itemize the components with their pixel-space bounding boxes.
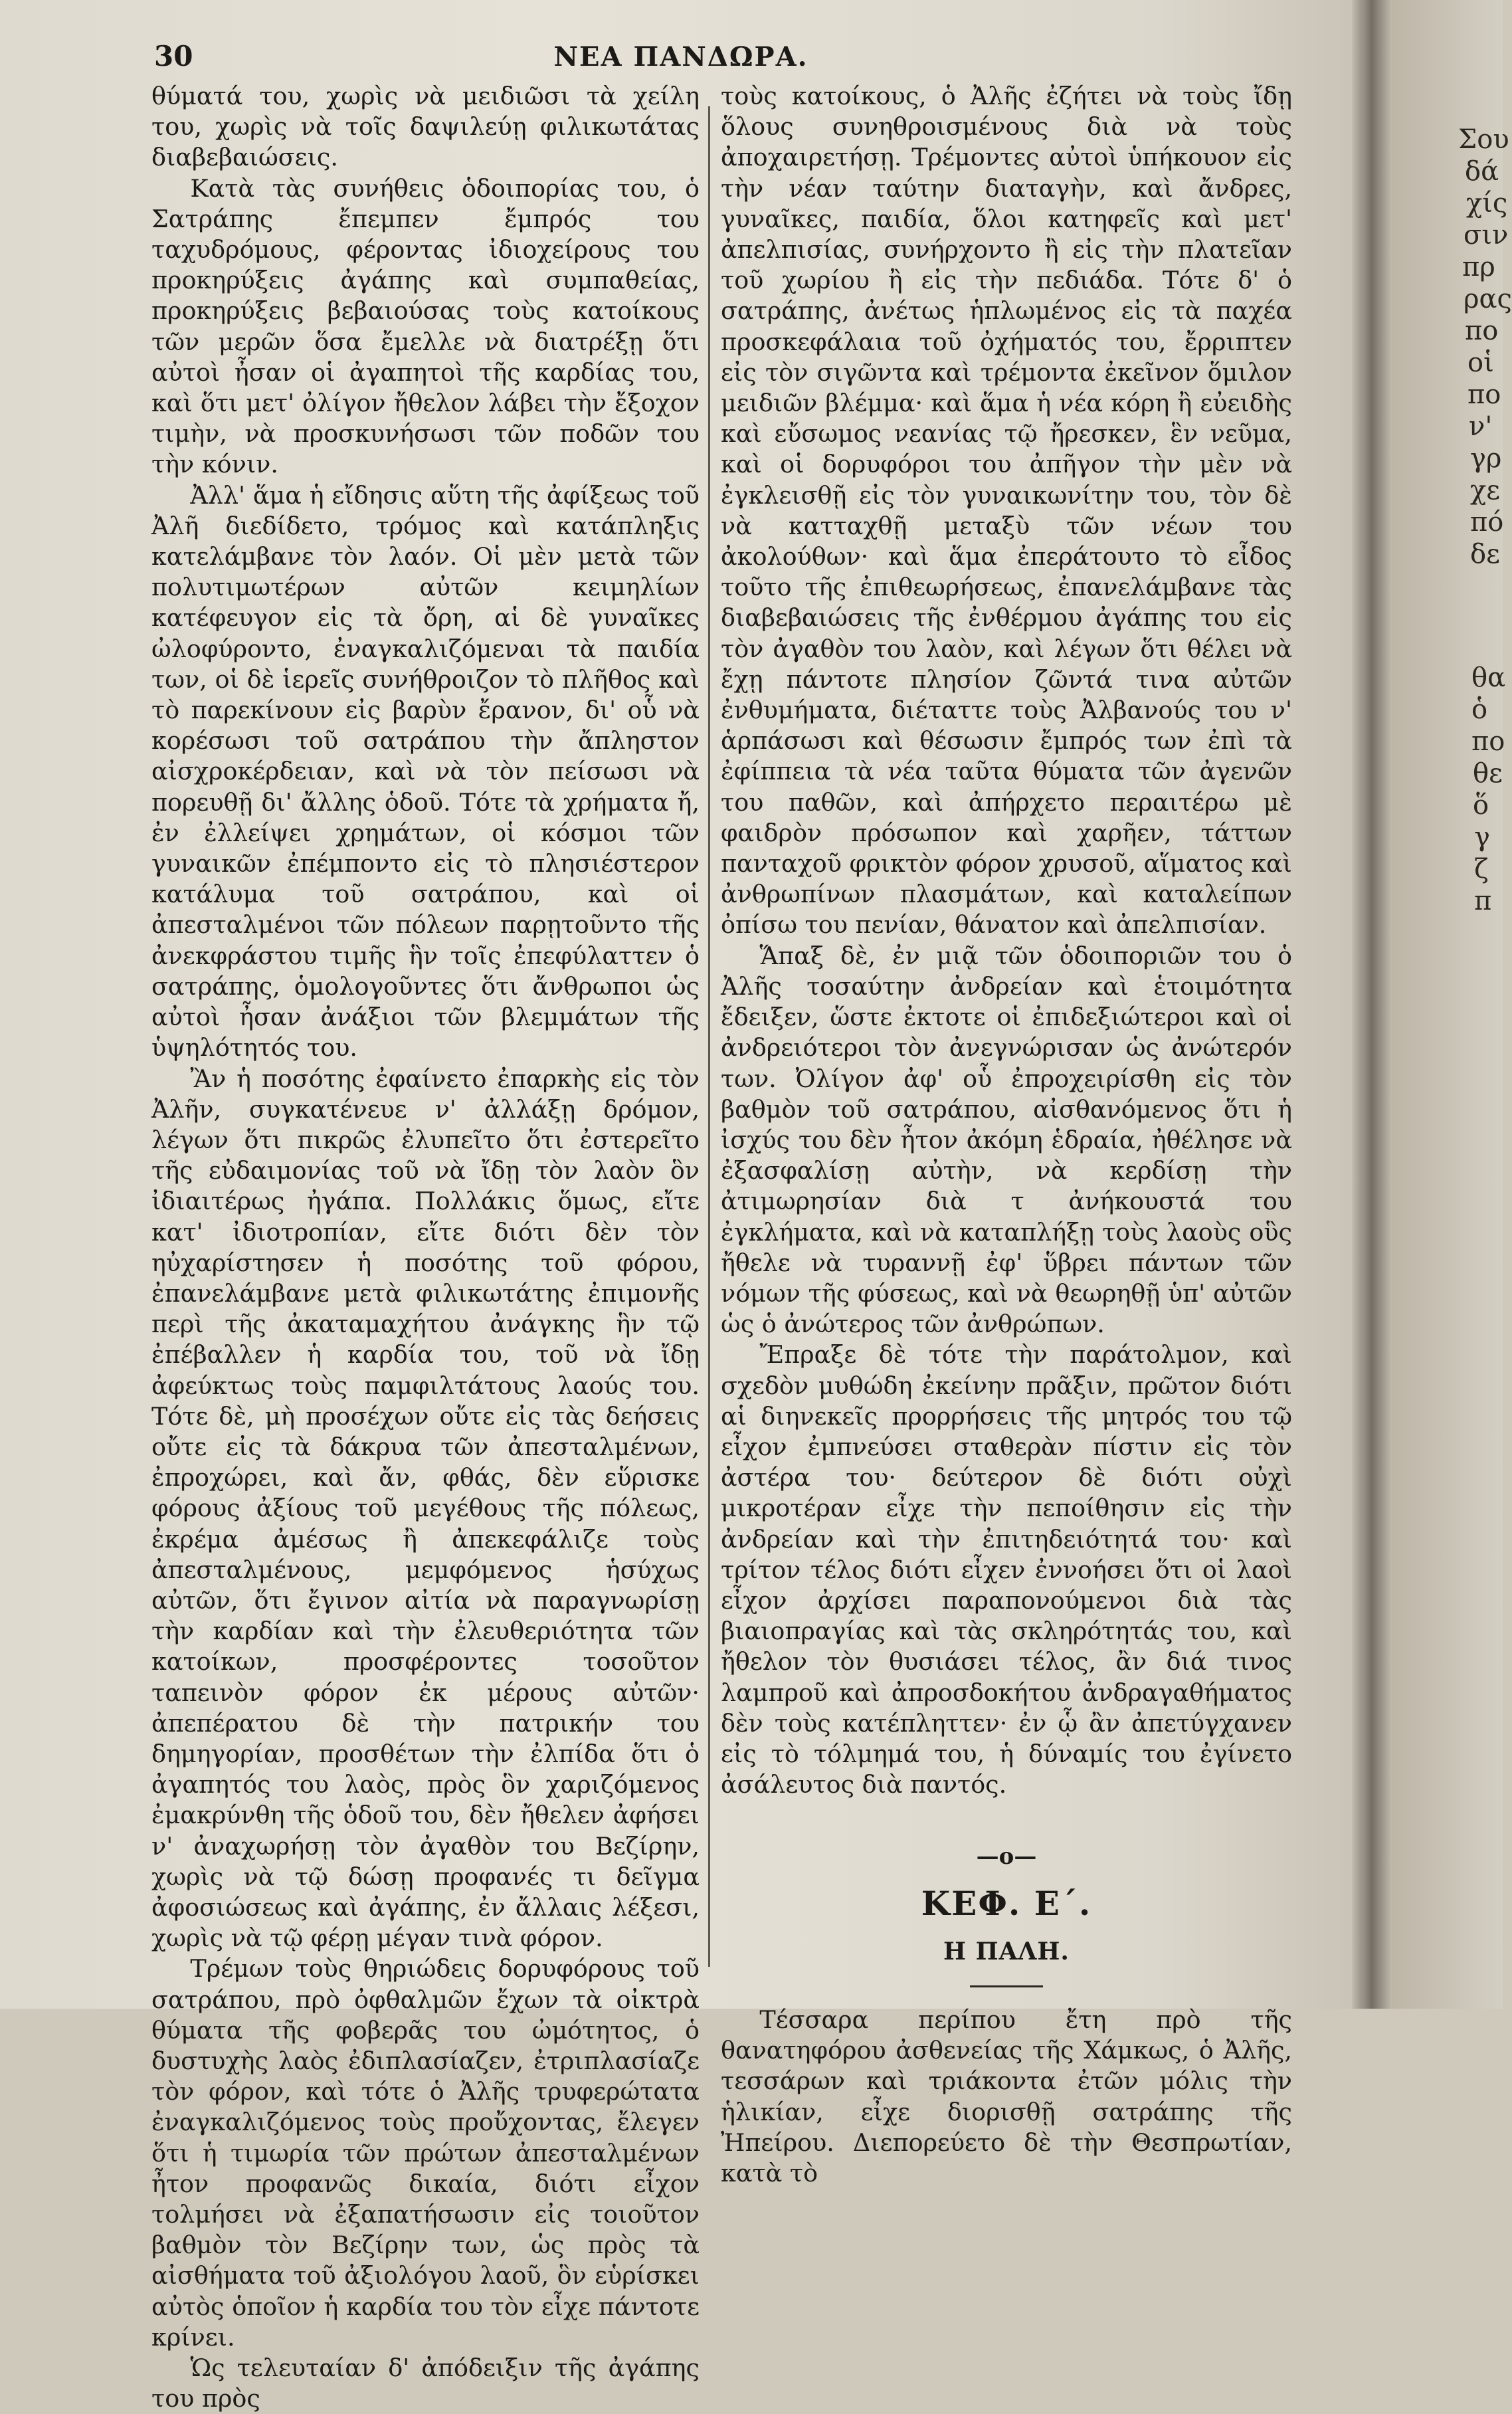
paragraph: Ἔπραξε δὲ τότε τὴν παράτολμον, καὶ σχεδὸν μυθώδη ἐκείνην πρᾶξιν, πρῶτον διότι αἱ διηνεκεῖς προρρήσεις τῆς μητρός του τῷ εἶχον ἐμπνεύσει σταθερὰν πίστιν εἰς τὸν ἀστέρα του· δεύτερον δὲ διότι οὐχὶ μικροτέραν εἶχε τὴν πεποίθησιν εἰς τὴν ἀνδρείαν καὶ τὴν ἐπιτηδειότητά του· καὶ τρίτον τέλος διότι εἶχεν ἐννοήσει ὅτι οἱ λαοὶ εἶχον ἀρχίσει παραπονούμενοι διὰ τὰς βιαιοπραγίας καὶ τὰς σκληρότητάς του, καὶ ἤθελον τὸν θυσιάσει τέλος, ἂν διά τινος λαμπροῦ καὶ ἀπροσδοκήτου ἀνδραγαθήματος δὲν τοὺς κατέπληττεν· ἐν ᾧ ἂν ἀπετύγχανεν εἰς τὸ τόλμημά του, ἡ δύναμίς του ἐγίνετο ἀσάλευτος διὰ παντός.: [721, 1340, 1292, 1799]
adjacent-text-fragment: χε: [1470, 475, 1500, 506]
adjacent-page-edge: [1392, 0, 1512, 2009]
adjacent-text-fragment: ὁ: [1471, 694, 1488, 725]
adjacent-text-fragment: σιν: [1464, 220, 1509, 251]
adjacent-text-fragment: γρ: [1470, 443, 1502, 474]
chapter-title: ΚΕΦ. Ε΄.: [921, 1883, 1092, 1923]
section-ornament: —o—: [976, 1843, 1037, 1870]
adjacent-text-fragment: ν': [1469, 411, 1493, 442]
adjacent-text-fragment: οἱ: [1467, 348, 1494, 378]
paragraph: τοὺς κατοίκους, ὁ Ἀλῆς ἐζήτει νὰ τοὺς ἴδῃ ὅλους συνηθροισμένους διὰ νὰ τοὺς ἀποχαιρετήσῃ. Τρέμοντες αὐτοὶ ὑπήκουον εἰς τὴν νέαν ταύτην διαταγὴν, καὶ ἄνδρες, γυναῖκες, παιδία, ὅλοι κατηφεῖς καὶ μετ' ἀπελπισίας, συνήρχοντο ἢ εἰς τὴν πλατεῖαν τοῦ χωρίου ἢ εἰς τὴν πεδιάδα. Τότε δ' ὁ σατράπης, ἀνέτως ἡπλωμένος εἰς τὰ παχέα προσκεφάλαια τοῦ ὀχήματός του, ἔρριπτεν εἰς τὸν σιγῶντα καὶ τρέμοντα ἐκεῖνον ὅμιλον μειδιῶν βλέμμα· καὶ ἅμα ἡ νέα κόρη ἢ εὐειδὴς καὶ εὔσωμος νεανίας τῷ ἤρεσκεν, ἓν νεῦμα, καὶ οἱ δορυφόροι του ἀπῆγον τὴν μὲν νὰ ἐγκλεισθῇ εἰς τὸν γυναικωνίτην του, τὸν δὲ νὰ κατταχθῇ μεταξὺ τῶν νέων του ἀκολούθων· καὶ ἅμα ἐπεράτουτο τὸ εἶδος τοῦτο τῆς ἐπιθεωρήσεως, ἐπανελάμβανε τὰς διαβεβαιώσεις τῆς ἐνθέρμου ἀγάπης του εἰς τὸν ἀγαθὸν του λαὸν, καὶ λέγων ὅτι θέλει νὰ ἔχῃ πάντοτε πλησίον ζῶντά τινα αὐτῶν ἐνθυμήματα, διέταττε τοὺς Ἀλβανούς του ν' ἁρπάσωσι καὶ θέσωσιν ἔμπρός των ἐπὶ τὰ ἐφίππεια τὰ νέα ταῦτα θύματα τῶν ἀγενῶν του παθῶν, καὶ ἀπήρχετο περαιτέρω μὲ φαιδρὸν πρόσωπον καὶ χαρῆεν, τάττων πανταχοῦ φρικτὸν φόρον χρυσοῦ, αἵματος καὶ ἀνθρωπίνων πλασμάτων, καὶ καταλείπων ὀπίσω του πενίαν, θάνατον καὶ ἀπελπισίαν.: [721, 82, 1292, 940]
right-column: [721, 81, 1292, 2189]
paragraph: Ἀλλ' ἅμα ἡ εἴδησις αὕτη τῆς ἀφίξεως τοῦ Ἀλῆ διεδίδετο, τρόμος καὶ κατάπληξις κατελάμβανε τὸν λαόν. Οἱ μὲν μετὰ τῶν πολυτιμωτέρων αὐτῶν κειμηλίων κατέφευγον εἰς τὰ ὄρη, αἱ δὲ γυναῖκες ὠλοφύροντο, ἐναγκαλιζόμεναι τὰ παιδία των, οἱ δὲ ἱερεῖς συνήθροιζον τὸ πλῆθος καὶ τὸ παρεκίνουν εἰς βαρὺν ἔρανον, δι' οὗ νὰ κορέσωσι τοῦ σατράπου τὴν ἄπληστον αἰσχροκέρδειαν, καὶ νὰ τὸν πείσωσι νὰ πορευθῇ δι' ἄλλης ὁδοῦ. Τότε τὰ χρήματα ἤ, ἐν ἐλλείψει χρημάτων, οἱ κόσμοι τῶν γυναικῶν ἐπέμποντο εἰς τὸ πλησιέστερον κατάλυμα τοῦ σατράπου, καὶ οἱ ἀπεσταλμένοι τῶν πόλεων παρῃτοῦντο τῆς ἀνεκφράστου τιμῆς ἣν τοῖς ἐπεφύλαττεν ὁ σατράπης, ὁμολογοῦντες ὅτι ἄνθρωποι ὡς αὐτοὶ ἦσαν ἀνάξιοι τῶν βλεμμάτων τῆς ὑψηλότητός του.: [151, 480, 700, 1062]
left-column: [151, 81, 700, 2414]
paragraph: Ἅπαξ δὲ, ἐν μιᾷ τῶν ὁδοιποριῶν του ὁ Ἀλῆς τοσαύτην ἀνδρείαν καὶ ἑτοιμότητα ἔδειξεν, ὥστε ἐκτοτε οἱ ἐπιδεξιώτεροι καὶ οἱ ἀνδρειότεροι τὸν ἀνεγνώρισαν ὡς ἀνώτερόν των. Ὀλίγον ἀφ' οὗ ἐπροχειρίσθη εἰς τὸν βαθμὸν τοῦ σατράπου, αἰσθανόμενος ὅτι ἡ ἰσχύς του δὲν ἦτον ἀκόμη ἑδραία, ἠθέλησε νὰ ἐξασφαλίσῃ αὐτὴν, νὰ κερδίσῃ τὴν ἀτιμωρησίαν διὰ τ ἀνήκουστά του ἐγκλήματα, καὶ νὰ καταπλήξῃ τοὺς λαοὺς οὓς ἤθελε νὰ τυραννῇ ἐφ' ὕβρει πάντων τῶν νόμων τῆς φύσεως, καὶ νὰ θεωρηθῇ ὑπ' αὐτῶν ὡς ὁ ἀνώτερος τῶν ἀνθρώπων.: [721, 941, 1292, 1339]
adjacent-text-fragment: δά: [1465, 156, 1499, 187]
running-title: ΝΕΑ ΠΑΝΔΩΡΑ.: [553, 41, 808, 72]
adjacent-text-fragment: Σου: [1458, 124, 1509, 155]
adjacent-text-fragment: χίς: [1466, 188, 1508, 219]
adjacent-text-fragment: δε: [1470, 539, 1500, 569]
chapter-subtitle: Η ΠΑΛΗ.: [943, 1937, 1070, 1965]
page-fold-shadow: [1352, 0, 1392, 2009]
paragraph: θύματά του, χωρὶς νὰ μειδιῶσι τὰ χείλη του, χωρὶς νὰ τοῖς δαψιλεύῃ φιλικωτάτας διαβεβαιώσεις.: [151, 82, 700, 172]
adjacent-text-fragment: πο: [1467, 379, 1501, 410]
adjacent-text-fragment: π: [1474, 886, 1492, 916]
adjacent-text-fragment: ζ: [1474, 854, 1489, 884]
page-number: 30: [154, 40, 193, 72]
adjacent-text-fragment: γ: [1474, 822, 1490, 853]
paragraph: Ὡς τελευταίαν δ' ἀπόδειξιν τῆς ἀγάπης του πρὸς: [151, 2354, 700, 2413]
adjacent-text-fragment: πό: [1470, 507, 1504, 538]
adjacent-text-fragment: θε: [1473, 758, 1503, 789]
paragraph: Κατὰ τὰς συνήθεις ὁδοιπορίας του, ὁ Σατράπης ἔπεμπεν ἔμπρός του ταχυδρόμους, φέροντας ἰδιοχείρους του προκηρύξεις ἀγάπης καὶ συμπαθείας, προκηρύξεις βεβαιούσας τοὺς κατοίκους τῶν μερῶν ὅσα ἔμελλε νὰ διατρέξῃ ὅτι αὐτοὶ ἦσαν οἱ ἀγαπητοὶ τῆς καρδίας του, καὶ ὅτι μετ' ὀλίγον ἤθελον λάβει τὴν ἔξοχον τιμὴν, νὰ προσκυνήσωσι τῶν ποδῶν του τὴν κόνιν.: [151, 173, 700, 479]
chapter-paragraph: Τέσσαρα περίπου ἔτη πρὸ τῆς θανατηφόρου ἀσθενείας τῆς Χάμκως, ὁ Ἀλῆς, τεσσάρων καὶ τριάκοντα ἐτῶν μόλις τὴν ἡλικίαν, εἶχε διορισθῇ σατράπης τῆς Ἠπείρου. Διεπορεύετο δὲ τὴν Θεσπρωτίαν, κατὰ τὸ: [721, 2005, 1292, 2187]
adjacent-text-fragment: πρ: [1462, 252, 1495, 282]
adjacent-text-fragment: ρας: [1464, 284, 1512, 314]
adjacent-text-fragment: πο: [1471, 726, 1505, 757]
adjacent-text-fragment: πο: [1465, 316, 1499, 346]
divider-rule: [970, 1985, 1043, 1987]
column-divider: [708, 106, 710, 1967]
page-header: [0, 40, 1362, 80]
adjacent-text-fragment: θα: [1471, 662, 1506, 693]
adjacent-text-fragment: ὅ: [1473, 790, 1489, 821]
paragraph: Ἂν ἡ ποσότης ἐφαίνετο ἐπαρκὴς εἰς τὸν Ἀλῆν, συγκατένευε ν' ἀλλάξῃ δρόμον, λέγων ὅτι πικρῶς ἐλυπεῖτο ὅτι ἐστερεῖτο τῆς εὐδαιμονίας τοῦ νὰ ἴδῃ τὸν λαὸν ὃν ἰδιαιτέρως ἠγάπα. Πολλάκις ὅμως, εἴτε κατ' ἰδιοτροπίαν, εἴτε διότι δὲν τὸν ηὐχαρίστησεν ἡ ποσότης τοῦ φόρου, ἐπανελάμβανε μετὰ φιλικωτάτης ἐπιμονῆς περὶ τῆς ἀκαταμαχήτου ἀνάγκης ἣν τῷ ἐπέβαλλεν ἡ καρδία του, τοῦ νὰ ἴδῃ ἀφεύκτως τοὺς παμφιλτάτους λαούς του. Τότε δὲ, μὴ προσέχων οὔτε εἰς τὰς δεήσεις οὔτε εἰς τὰ δάκρυα τῶν ἀπεσταλμένων, ἐπροχώρει, καὶ ἄν, φθάς, δὲν εὕρισκε φόρους ἀξίους τοῦ μεγέθους τῆς πόλεως, ἐκρέμα ἀμέσως ἢ ἀπεκεφάλιζε τοὺς ἀπεσταλμένους, μεμφόμενος ἡσύχως αὐτῶν, ὅτι ἔγινον αἰτία νὰ παραγνωρίσῃ τὴν καρδίαν καὶ τὴν ἐλευθεριότητα τῶν κατοίκων, προσφέροντες τοσοῦτον ταπεινὸν φόρον ἐκ μέρους αὐτῶν· ἀπεπέρατου δὲ τὴν πατρικήν του δημηγορίαν, προσθέτων τὴν ἐλπίδα ὅτι ὁ ἀγαπητός του λαὸς, πρὸς ὃν χαριζόμενος ἐμακρύνθη τῆς ὁδοῦ του, δὲν ἤθελεν ἀφήσει ν' ἀναχωρήσῃ τὸν ἀγαθὸν του Βεζίρην, χωρὶς νὰ τῷ δώσῃ προφανές τι δεῖγμα ἀφοσιώσεως καὶ ἀγάπης, ἐν ἄλλαις λέξεσι, χωρὶς νὰ τῷ φέρῃ μέγαν τινὰ φόρον.: [151, 1064, 700, 1953]
paragraph: Τρέμων τοὺς θηριώδεις δορυφόρους τοῦ σατράπου, πρὸ ὀφθαλμῶν ἔχων τὰ οἰκτρὰ θύματα τῆς φοβερᾶς του ὠμότητος, ὁ δυστυχὴς λαὸς ἐδιπλασίαζεν, ἐτριπλασίαζε τὸν φόρον, καὶ τότε ὁ Ἀλῆς τρυφερώτατα ἐναγκαλιζόμενος τοὺς προὔχοντας, ἔλεγεν ὅτι ἡ τιμωρία τῶν πρώτων ἀπεσταλμένων ἦτον προφανῶς δικαία, διότι εἶχον τολμήσει νὰ ἐξαπατήσωσιν εἰς τοιοῦτον βαθμὸν τὸν Βεζίρην των, ὡς πρὸς τὰ αἰσθήματα τοῦ ἀξιολόγου λαοῦ, ὃν εὑρίσκει αὐτὸς ὁποῖον ἡ καρδία του τὸν εἶχε πάντοτε κρίνει.: [151, 1954, 700, 2352]
